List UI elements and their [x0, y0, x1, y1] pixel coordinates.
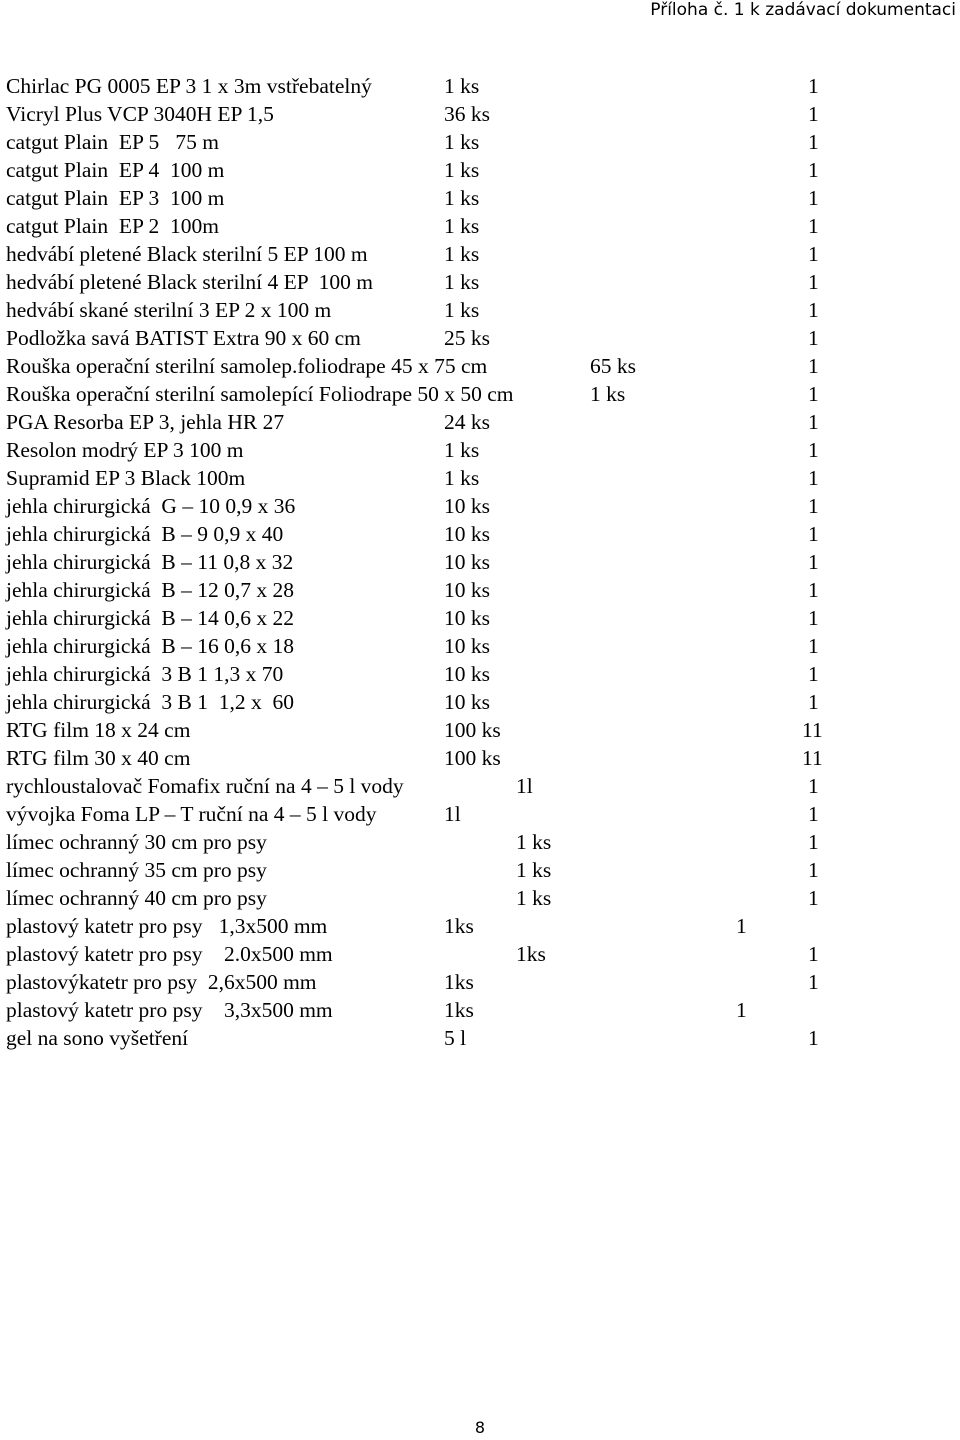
list-item [6, 212, 950, 240]
item-count: 1 [808, 214, 819, 238]
item-quantity: 1 ks [516, 830, 552, 854]
item-name: jehla chirurgická B – 12 0,7 x 28 [6, 578, 295, 602]
list-item [6, 604, 950, 632]
list-item [6, 408, 950, 436]
item-count: 1 [808, 942, 819, 966]
list-item [6, 436, 950, 464]
item-name: RTG film 30 x 40 cm [6, 746, 191, 770]
item-count: 1 [808, 830, 819, 854]
item-quantity: 1 ks [444, 214, 480, 238]
item-name: Rouška operační sterilní samolepící Foliodrape 50 x 50 cm [6, 382, 514, 406]
item-quantity: 10 ks [444, 522, 490, 546]
item-name: catgut Plain EP 2 100m [6, 214, 219, 238]
item-name: jehla chirurgická B – 14 0,6 x 22 [6, 606, 295, 630]
item-count: 1 [808, 326, 819, 350]
list-item [6, 1024, 950, 1052]
item-name: hedvábí skané sterilní 3 EP 2 x 100 m [6, 298, 332, 322]
item-quantity: 1ks [516, 942, 546, 966]
item-name: Resolon modrý EP 3 100 m [6, 438, 244, 462]
item-count: 1 [808, 494, 819, 518]
list-item [6, 72, 950, 100]
item-name: límec ochranný 35 cm pro psy [6, 858, 267, 882]
list-item [6, 772, 950, 800]
item-count: 1 [808, 886, 819, 910]
item-count: 1 [808, 186, 819, 210]
item-quantity: 1 ks [444, 438, 480, 462]
item-quantity: 65 ks [590, 354, 636, 378]
item-quantity: 10 ks [444, 690, 490, 714]
item-name: límec ochranný 40 cm pro psy [6, 886, 267, 910]
item-count: 1 [808, 382, 819, 406]
list-item [6, 576, 950, 604]
list-item [6, 184, 950, 212]
item-quantity: 1 ks [444, 298, 480, 322]
list-item [6, 856, 950, 884]
item-quantity: 1 ks [444, 74, 480, 98]
item-count: 1 [808, 102, 819, 126]
item-quantity: 1ks [444, 914, 474, 938]
item-name: gel na sono vyšetření [6, 1026, 189, 1050]
item-quantity: 5 l [444, 1026, 467, 1050]
list-item [6, 660, 950, 688]
list-item [6, 268, 950, 296]
item-name: RTG film 18 x 24 cm [6, 718, 191, 742]
item-quantity: 25 ks [444, 326, 490, 350]
item-quantity: 10 ks [444, 578, 490, 602]
list-item [6, 380, 950, 408]
item-quantity: 100 ks [444, 746, 501, 770]
item-name: catgut Plain EP 4 100 m [6, 158, 225, 182]
item-quantity: 24 ks [444, 410, 490, 434]
item-name: PGA Resorba EP 3, jehla HR 27 [6, 410, 285, 434]
item-quantity: 10 ks [444, 494, 490, 518]
item-count: 1 [736, 914, 747, 938]
item-quantity: 100 ks [444, 718, 501, 742]
item-name: plastový katetr pro psy 1,3x500 mm [6, 914, 328, 938]
item-count: 1 [808, 774, 819, 798]
item-name: catgut Plain EP 3 100 m [6, 186, 225, 210]
item-count: 11 [802, 746, 823, 770]
item-quantity: 1l [444, 802, 461, 826]
list-item [6, 688, 950, 716]
list-item [6, 492, 950, 520]
item-count: 11 [802, 718, 823, 742]
item-name: plastový katetr pro psy 2.0x500 mm [6, 942, 333, 966]
item-name: catgut Plain EP 5 75 m [6, 130, 219, 154]
list-item [6, 828, 950, 856]
list-item [6, 996, 950, 1024]
item-count: 1 [808, 270, 819, 294]
item-name: jehla chirurgická 3 B 1 1,2 x 60 [6, 690, 295, 714]
list-item [6, 912, 950, 940]
list-item [6, 296, 950, 324]
item-name: jehla chirurgická B – 9 0,9 x 40 [6, 522, 284, 546]
list-item [6, 520, 950, 548]
list-item [6, 968, 950, 996]
list-item [6, 884, 950, 912]
item-quantity: 1 ks [444, 158, 480, 182]
item-name: jehla chirurgická G – 10 0,9 x 36 [6, 494, 296, 518]
item-count: 1 [808, 522, 819, 546]
item-name: Podložka savá BATIST Extra 90 x 60 cm [6, 326, 361, 350]
item-name: Vicryl Plus VCP 3040H EP 1,5 [6, 102, 274, 126]
item-count: 1 [808, 802, 819, 826]
item-count: 1 [808, 466, 819, 490]
item-name: plastový katetr pro psy 3,3x500 mm [6, 998, 333, 1022]
item-quantity: 1ks [444, 998, 474, 1022]
item-count: 1 [808, 690, 819, 714]
annex-header: Příloha č. 1 k zadávací dokumentaci [650, 0, 956, 20]
item-name: Chirlac PG 0005 EP 3 1 x 3m vstřebatelný [6, 74, 372, 98]
item-count: 1 [808, 606, 819, 630]
item-quantity: 10 ks [444, 606, 490, 630]
item-quantity: 10 ks [444, 634, 490, 658]
list-item [6, 324, 950, 352]
item-name: Supramid EP 3 Black 100m [6, 466, 246, 490]
item-count: 1 [808, 550, 819, 574]
item-count: 1 [808, 130, 819, 154]
item-count: 1 [808, 438, 819, 462]
item-quantity: 1ks [444, 970, 474, 994]
item-name: plastovýkatetr pro psy 2,6x500 mm [6, 970, 317, 994]
item-list [6, 72, 950, 1052]
page-number: 8 [474, 1418, 486, 1437]
item-quantity: 1 ks [590, 382, 626, 406]
item-quantity: 1 ks [444, 466, 480, 490]
item-name: hedvábí pletené Black sterilní 4 EP 100 m [6, 270, 374, 294]
item-count: 1 [808, 634, 819, 658]
item-name: Rouška operační sterilní samolep.foliodrape 45 x 75 cm [6, 354, 488, 378]
item-count: 1 [736, 998, 747, 1022]
item-name: jehla chirurgická B – 11 0,8 x 32 [6, 550, 294, 574]
item-quantity: 1 ks [516, 886, 552, 910]
item-count: 1 [808, 662, 819, 686]
item-name: límec ochranný 30 cm pro psy [6, 830, 267, 854]
item-quantity: 10 ks [444, 662, 490, 686]
item-count: 1 [808, 158, 819, 182]
item-count: 1 [808, 354, 819, 378]
item-quantity: 1 ks [516, 858, 552, 882]
list-item [6, 128, 950, 156]
list-item [6, 940, 950, 968]
item-name: hedvábí pletené Black sterilní 5 EP 100 m [6, 242, 368, 266]
list-item [6, 548, 950, 576]
item-quantity: 1 ks [444, 130, 480, 154]
list-item [6, 800, 950, 828]
item-name: rychloustalovač Fomafix ruční na 4 – 5 l vody [6, 774, 404, 798]
list-item [6, 240, 950, 268]
item-count: 1 [808, 1026, 819, 1050]
item-count: 1 [808, 242, 819, 266]
item-count: 1 [808, 578, 819, 602]
list-item [6, 156, 950, 184]
list-item [6, 632, 950, 660]
list-item [6, 716, 950, 744]
item-count: 1 [808, 410, 819, 434]
item-count: 1 [808, 970, 819, 994]
item-quantity: 1 ks [444, 270, 480, 294]
item-count: 1 [808, 74, 819, 98]
item-name: jehla chirurgická B – 16 0,6 x 18 [6, 634, 295, 658]
list-item [6, 100, 950, 128]
list-item [6, 744, 950, 772]
list-item [6, 464, 950, 492]
item-quantity: 1l [516, 774, 533, 798]
item-quantity: 10 ks [444, 550, 490, 574]
item-count: 1 [808, 858, 819, 882]
item-name: vývojka Foma LP – T ruční na 4 – 5 l vody [6, 802, 377, 826]
item-quantity: 36 ks [444, 102, 490, 126]
item-name: jehla chirurgická 3 B 1 1,3 x 70 [6, 662, 284, 686]
item-quantity: 1 ks [444, 186, 480, 210]
item-quantity: 1 ks [444, 242, 480, 266]
list-item [6, 352, 950, 380]
item-count: 1 [808, 298, 819, 322]
